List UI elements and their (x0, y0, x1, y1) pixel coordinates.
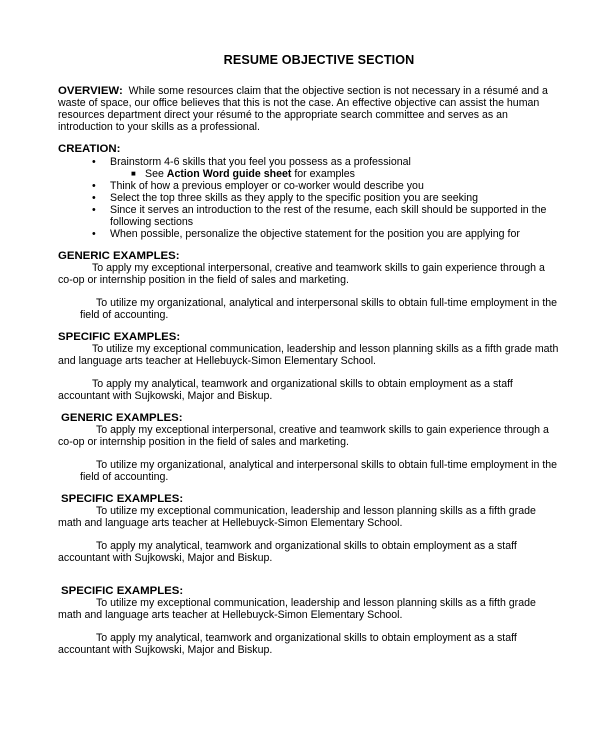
example-paragraph: To apply my exceptional interpersonal, creative and teamwork skills to gain experience through a co-op or internship position in the field of sales and marketing. (58, 424, 549, 448)
example-paragraph: To apply my analytical, teamwork and organizational skills to obtain employment as a staff accountant with Sujkowski, Major and Biskup. (58, 540, 517, 564)
specific-examples-section-1 (58, 331, 560, 402)
list-item: • When possible, personalize the objective statement for the position you are applying for (92, 228, 520, 240)
list-item: • Select the top three skills as they apply to the specific position you are seeking (92, 192, 479, 204)
example-paragraph: To apply my analytical, teamwork and organizational skills to obtain employment as a staff accountant with Sujkowski, Major and Biskup. (58, 632, 517, 656)
generic-examples-heading: GENERIC EXAMPLES: (61, 412, 183, 424)
example-paragraph: To utilize my organizational, analytical and interpersonal skills to obtain full-time employment in the field of accounting. (80, 297, 558, 321)
example-paragraph: To utilize my exceptional communication, leadership and lesson planning skills as a fifth grade math and language arts teacher at Hellebuyck-Simon Elementary School. (58, 597, 536, 621)
list-item: • Think of how a previous employer or co-worker would describe you (92, 180, 424, 192)
example-paragraph: To utilize my organizational, analytical and interpersonal skills to obtain full-time employment in the field of accounting. (80, 459, 558, 483)
bullet-icon: • (92, 180, 96, 192)
specific-examples-heading: SPECIFIC EXAMPLES: (58, 331, 181, 343)
creation-section (58, 143, 560, 240)
bullet-icon: • (92, 228, 96, 240)
bullet-icon: • (92, 204, 96, 216)
example-paragraph: To apply my analytical, teamwork and organizational skills to obtain employment as a staff accountant with Sujkowski, Major and Biskup. (58, 378, 513, 402)
sub-list-item: ■ See Action Word guide sheet for examples (131, 168, 355, 180)
creation-heading: CREATION: (58, 143, 121, 155)
overview-text: While some resources claim that the objective section is not necessary in a résumé and a waste of space, our office believes that this is not the case. An effective objective can assist the human resources department direct your résumé to the appropriate search committee and serves as an introduction to your skills as a professional. (58, 85, 548, 133)
generic-examples-heading: GENERIC EXAMPLES: (58, 250, 180, 262)
overview-heading: OVERVIEW: (58, 85, 123, 97)
generic-examples-section-2 (58, 412, 560, 483)
square-bullet-icon: ■ (131, 169, 136, 178)
list-item: • Brainstorm 4-6 skills that you feel you possess as a professional (92, 156, 411, 168)
specific-examples-heading: SPECIFIC EXAMPLES: (61, 493, 184, 505)
example-paragraph: To apply my exceptional interpersonal, creative and teamwork skills to gain experience through a co-op or internship position in the field of sales and marketing. (58, 262, 545, 286)
generic-examples-section-1 (58, 250, 560, 321)
example-paragraph: To utilize my exceptional communication, leadership and lesson planning skills as a fifth grade math and language arts teacher at Hellebuyck-Simon Elementary School. (58, 343, 559, 367)
creation-list (58, 156, 560, 240)
bullet-icon: • (92, 156, 96, 168)
page-title: RESUME OBJECTIVE SECTION (223, 53, 415, 67)
list-item: • Since it serves an introduction to the rest of the resume, each skill should be supported in the following sections (92, 204, 547, 228)
specific-examples-section-2 (58, 493, 560, 564)
specific-examples-section-3 (58, 585, 560, 656)
specific-examples-heading: SPECIFIC EXAMPLES: (61, 585, 184, 597)
overview-section (58, 85, 560, 133)
action-word-guide-reference: Action Word guide sheet (166, 168, 292, 180)
example-paragraph: To utilize my exceptional communication, leadership and lesson planning skills as a fifth grade math and language arts teacher at Hellebuyck-Simon Elementary School. (58, 505, 536, 529)
bullet-icon: • (92, 192, 96, 204)
